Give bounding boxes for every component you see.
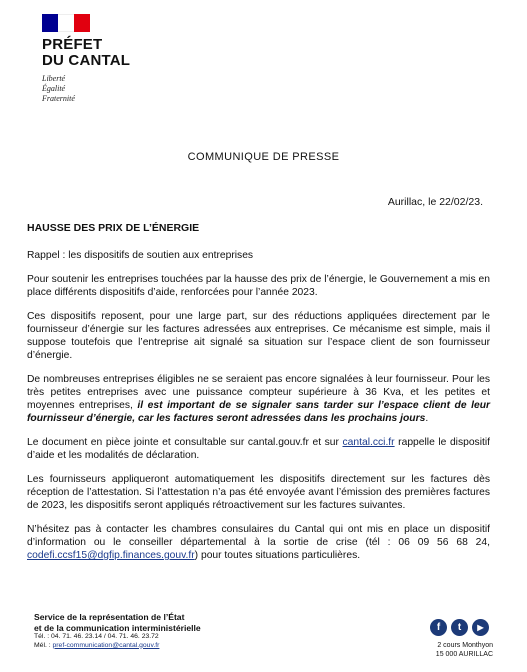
press-release-label: COMMUNIQUE DE PRESSE [187, 151, 340, 163]
p4-text-start: De nombreuses entreprises éligibles ne se seraient pas encore signalées à leur fournisseur. Pour les très petites entreprises avec une puissance compteur supérieure à 36 Kva, et les petites et moyennes entreprises, [27, 374, 490, 411]
motto [42, 74, 130, 104]
motto-liberte: Liberté [42, 74, 66, 83]
prefet-title [42, 37, 130, 69]
p5-text-start: Le document en pièce jointe et consultable sur cantal.gouv.fr et sur [27, 437, 343, 448]
footer-mail-label: Mél. : [34, 641, 53, 649]
prefet-line2: DU CANTAL [42, 52, 131, 69]
youtube-icon[interactable]: ▶ [472, 619, 489, 636]
p4-text-end: . [425, 413, 429, 424]
paragraph-document [27, 436, 490, 462]
social-icons [430, 619, 489, 636]
footer-mail-link[interactable]: pref-communication@cantal.gouv.fr [52, 641, 160, 649]
release-body [27, 222, 490, 562]
flag-red [74, 14, 90, 32]
motto-fraternite: Fraternité [42, 94, 75, 103]
twitter-icon[interactable]: t [451, 619, 468, 636]
cci-link[interactable]: cantal.cci.fr [342, 437, 395, 448]
footer-mail [34, 642, 201, 651]
paragraph-support: Pour soutenir les entreprises touchées par la hausse des prix de l’énergie, le Gouvernement a mis en place différents dispositifs d’aide, renforcées pour l’année 2023. [27, 274, 490, 298]
marianne-flag-icon [42, 14, 90, 32]
p5-text-end: rappelle le dispositif d’aide et les modalités de déclaration. [27, 437, 491, 461]
address-line1: 2 cours Monthyon [437, 642, 493, 649]
footer-line2: et de la communication interministérielle [34, 622, 201, 633]
release-title: HAUSSE DES PRIX DE L’ÉNERGIE [27, 222, 200, 234]
flag-blue [42, 14, 58, 32]
address-line2: 15 000 AURILLAC [435, 651, 493, 658]
motto-egalite: Égalité [42, 84, 66, 93]
paragraph-eligible [27, 373, 490, 425]
prefecture-logo [42, 14, 130, 104]
paragraph-suppliers: Les fournisseurs appliqueront automatiquement les dispositifs directement sur les factures dès réception de l’attestation. Si l’attestation n’a pas été envoyée avant l’émission des premières factures de 2023, les dispositifs seront appliqués rétroactivement sur les factures suivantes. [27, 474, 490, 511]
flag-white [58, 14, 74, 32]
paragraph-reminder: Rappel : les dispositifs de soutien aux entreprises [27, 250, 254, 261]
facebook-icon[interactable]: f [430, 619, 447, 636]
paragraph-contact [27, 523, 490, 562]
paragraph-mechanism: Ces dispositifs reposent, pour une large part, sur des réductions appliquées directement par le fournisseur d’énergie sur les factures adressées aux entreprises. Ce mécanisme est simple, mais il suppose toutefois que l’entreprise ait signalé sa situation sur l’espace client de son fournisseur d’énergie. [27, 311, 490, 361]
prefet-line1: PRÉFET [42, 36, 103, 53]
p4-emphasis: il est important de se signaler sans tarder sur l’espace client de leur fournisseur d’énergie, car les factures seront adressées dans les prochains jours [27, 400, 490, 424]
footer-address [436, 641, 493, 659]
footer-service [34, 612, 201, 650]
p7-text-start: N’hésitez pas à contacter les chambres consulaires du Cantal qui ont mis en place un dispositif d’information ou le conseiller départemental à la sortie de crise (tél : 06 09 56 68 24, [27, 524, 490, 548]
release-date: Aurillac, le 22/02/23. [387, 196, 483, 208]
codefi-email-link[interactable]: codefi.ccsf15@dgfip.finances.gouv.fr [27, 550, 195, 561]
p7-text-end: ) pour toutes situations particulières. [194, 550, 361, 561]
footer-phone: Tél. : 04. 71. 46. 23.14 / 04. 71. 46. 23.72 [34, 633, 159, 640]
footer-line1: Service de la représentation de l’État [34, 612, 185, 622]
